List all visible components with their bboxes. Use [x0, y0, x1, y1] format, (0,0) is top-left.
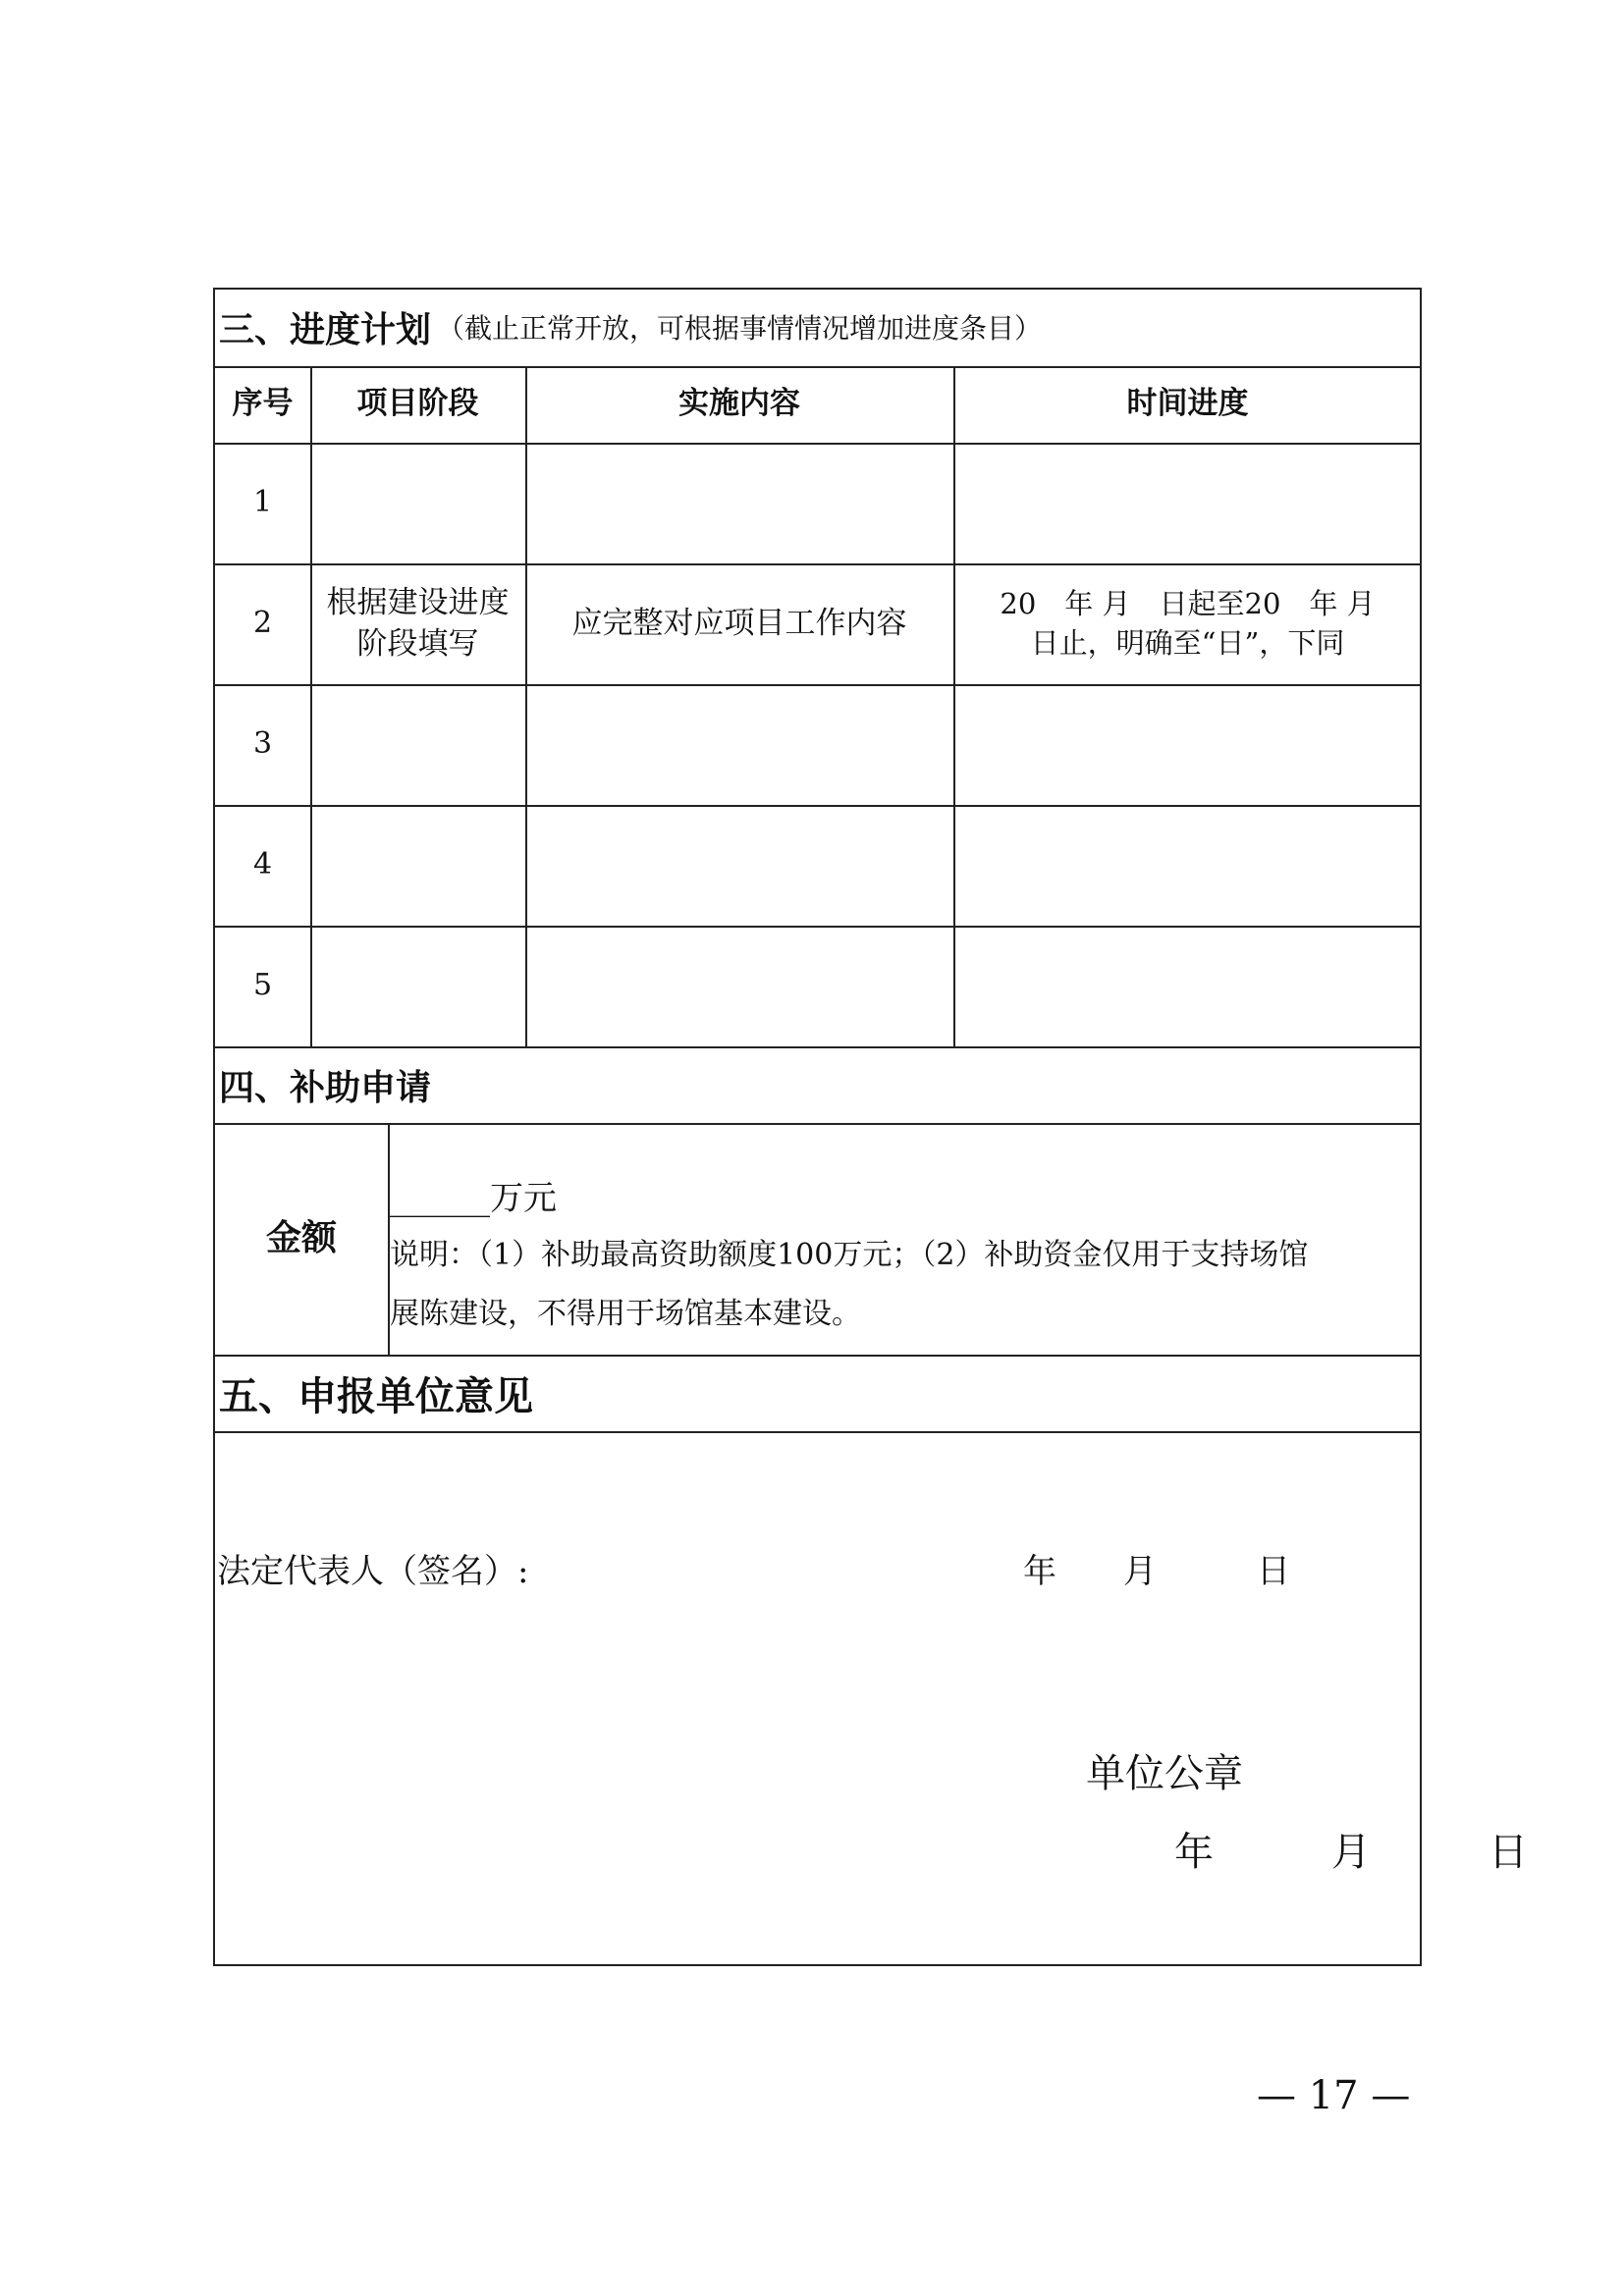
- header-content: 实施内容: [678, 386, 800, 422]
- unit-seal: 单位公章: [1086, 1751, 1243, 1796]
- section3-heading: 三、进度计划: [219, 309, 432, 350]
- application-form-table: [213, 288, 1528, 1966]
- row-number: 5: [252, 968, 273, 1003]
- signature-date[interactable]: 年 月 日: [1023, 1552, 1290, 1591]
- section4-heading: 四、补助申请: [219, 1067, 432, 1108]
- header-index: 序号: [232, 386, 294, 422]
- row-time-cell[interactable]: [953, 805, 1422, 926]
- header-stage: 项目阶段: [356, 386, 479, 422]
- row-number: 2: [252, 606, 273, 641]
- row-time-cell[interactable]: [953, 443, 1422, 563]
- row-content-cell[interactable]: [525, 926, 953, 1046]
- row-content-cell[interactable]: [525, 684, 953, 805]
- row-time-cell[interactable]: [953, 563, 1422, 684]
- amount-note-line1: 说明：（1）补助最高资助额度100万元；（2）补助资金仅用于支持场馆: [390, 1238, 1309, 1272]
- row-stage-cell[interactable]: 根据建设进度阶段填写: [326, 584, 510, 662]
- row-number: 3: [252, 726, 273, 762]
- legal-representative-signature[interactable]: 法定代表人（签名）:: [217, 1552, 529, 1591]
- section5-title: [219, 1355, 533, 1431]
- row-stage-cell[interactable]: [310, 805, 525, 926]
- row-stage-cell[interactable]: [310, 926, 525, 1046]
- row-stage-cell[interactable]: [310, 684, 525, 805]
- section5-heading: 五、申报单位意见: [219, 1373, 533, 1419]
- divider: [215, 1431, 1420, 1433]
- row-content-cell[interactable]: 应完整对应项目工作内容: [571, 605, 907, 641]
- row-time-cell[interactable]: [953, 926, 1422, 1046]
- section3-title: [219, 297, 1042, 356]
- time-line-1: 20 年 月 日起至20 年 月: [1000, 587, 1376, 621]
- row-number: 1: [252, 485, 273, 520]
- page-number: — 17 —: [1257, 2073, 1411, 2118]
- row-content-cell[interactable]: [525, 805, 953, 926]
- divider: [215, 1123, 1420, 1125]
- row-number: 4: [252, 847, 273, 882]
- section4-title: [219, 1046, 431, 1123]
- time-line-2: 日止，明确至“日”，下同: [1030, 625, 1345, 660]
- amount-label: 金额: [265, 1217, 337, 1258]
- seal-date[interactable]: 年 月 日: [1174, 1830, 1528, 1875]
- section3-note: （截止正常开放，可根据事情情况增加进度条目）: [437, 312, 1043, 345]
- row-content-cell[interactable]: [525, 443, 953, 563]
- amount-input[interactable]: ______万元: [390, 1179, 557, 1218]
- header-time: 时间进度: [1126, 386, 1249, 422]
- amount-note-line2: 展陈建设，不得用于场馆基本建设。: [390, 1297, 861, 1331]
- row-time-cell[interactable]: [953, 684, 1422, 805]
- row-stage-cell[interactable]: [310, 443, 525, 563]
